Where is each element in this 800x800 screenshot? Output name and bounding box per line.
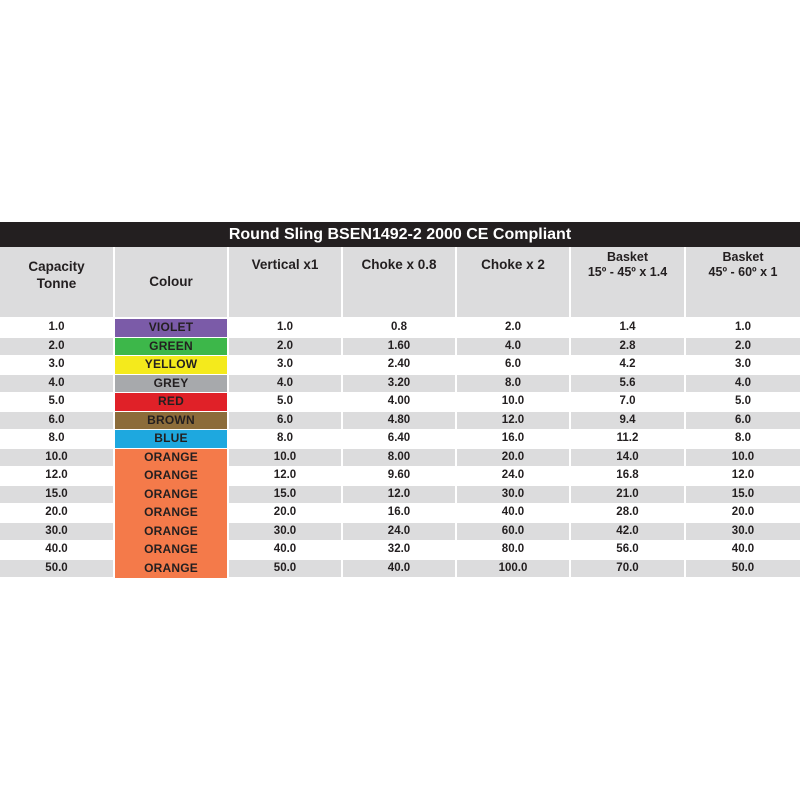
table-row: [0, 448, 800, 467]
cell-vertical: 8.0: [228, 430, 342, 449]
cell-choke2: 40.0: [456, 504, 570, 523]
cell-vertical: 5.0: [228, 393, 342, 412]
header-choke-2: Choke x 2: [456, 247, 570, 318]
cell-choke2: 24.0: [456, 467, 570, 486]
sling-chart: [0, 222, 800, 578]
cell-vertical: 15.0: [228, 485, 342, 504]
cell-basket1: 1.4: [570, 318, 685, 337]
cell-colour: YELLOW: [114, 356, 228, 375]
cell-vertical: 40.0: [228, 541, 342, 560]
cell-colour: ORANGE: [114, 522, 228, 541]
header-capacity: [0, 247, 114, 318]
table-row: [0, 393, 800, 412]
table-body: [0, 318, 800, 578]
cell-basket2: 6.0: [685, 411, 800, 430]
cell-vertical: 4.0: [228, 374, 342, 393]
table-row: [0, 318, 800, 337]
cell-capacity: 2.0: [0, 337, 114, 356]
header-basket2-line2: 45º - 60º x 1: [708, 265, 778, 279]
cell-basket2: 12.0: [685, 467, 800, 486]
header-colour: Colour: [114, 247, 228, 318]
cell-basket1: 2.8: [570, 337, 685, 356]
cell-choke2: 6.0: [456, 356, 570, 375]
table-row: [0, 504, 800, 523]
header-row: [0, 247, 800, 318]
cell-choke2: 20.0: [456, 448, 570, 467]
cell-basket2: 10.0: [685, 448, 800, 467]
cell-choke2: 60.0: [456, 522, 570, 541]
cell-basket2: 40.0: [685, 541, 800, 560]
cell-choke08: 12.0: [342, 485, 456, 504]
table-row: [0, 374, 800, 393]
cell-capacity: 6.0: [0, 411, 114, 430]
cell-choke08: 3.20: [342, 374, 456, 393]
cell-basket1: 5.6: [570, 374, 685, 393]
cell-colour: ORANGE: [114, 485, 228, 504]
cell-choke08: 6.40: [342, 430, 456, 449]
cell-colour: RED: [114, 393, 228, 412]
table-row: [0, 467, 800, 486]
cell-vertical: 3.0: [228, 356, 342, 375]
table-title: Round Sling BSEN1492-2 2000 CE Compliant: [0, 222, 800, 247]
cell-choke2: 12.0: [456, 411, 570, 430]
table-row: [0, 541, 800, 560]
cell-basket2: 1.0: [685, 318, 800, 337]
cell-colour: BROWN: [114, 411, 228, 430]
header-basket1-line2: 15º - 45º x 1.4: [587, 265, 668, 279]
cell-basket1: 14.0: [570, 448, 685, 467]
cell-basket1: 70.0: [570, 559, 685, 578]
cell-vertical: 30.0: [228, 522, 342, 541]
cell-basket1: 21.0: [570, 485, 685, 504]
cell-colour: GREY: [114, 374, 228, 393]
cell-choke08: 4.00: [342, 393, 456, 412]
sling-capacity-table: [0, 247, 800, 578]
cell-choke2: 8.0: [456, 374, 570, 393]
cell-capacity: 5.0: [0, 393, 114, 412]
cell-capacity: 4.0: [0, 374, 114, 393]
cell-choke2: 2.0: [456, 318, 570, 337]
cell-choke08: 2.40: [342, 356, 456, 375]
cell-choke2: 30.0: [456, 485, 570, 504]
cell-choke08: 16.0: [342, 504, 456, 523]
cell-basket1: 7.0: [570, 393, 685, 412]
cell-capacity: 15.0: [0, 485, 114, 504]
cell-basket2: 50.0: [685, 559, 800, 578]
cell-basket2: 3.0: [685, 356, 800, 375]
cell-choke2: 4.0: [456, 337, 570, 356]
cell-basket2: 5.0: [685, 393, 800, 412]
table-row: [0, 411, 800, 430]
cell-basket2: 15.0: [685, 485, 800, 504]
cell-basket1: 9.4: [570, 411, 685, 430]
cell-basket1: 56.0: [570, 541, 685, 560]
header-capacity-line2: Tonne: [36, 276, 77, 291]
cell-vertical: 2.0: [228, 337, 342, 356]
header-basket-15-45: [570, 247, 685, 318]
cell-vertical: 50.0: [228, 559, 342, 578]
table-row: [0, 559, 800, 578]
cell-choke2: 16.0: [456, 430, 570, 449]
cell-capacity: 8.0: [0, 430, 114, 449]
cell-capacity: 40.0: [0, 541, 114, 560]
cell-basket2: 8.0: [685, 430, 800, 449]
cell-colour: ORANGE: [114, 559, 228, 578]
cell-basket1: 42.0: [570, 522, 685, 541]
cell-choke2: 10.0: [456, 393, 570, 412]
cell-vertical: 6.0: [228, 411, 342, 430]
cell-basket2: 4.0: [685, 374, 800, 393]
cell-colour: GREEN: [114, 337, 228, 356]
cell-basket2: 2.0: [685, 337, 800, 356]
header-basket1-line1: Basket: [607, 250, 648, 264]
table-row: [0, 485, 800, 504]
cell-basket1: 28.0: [570, 504, 685, 523]
cell-choke08: 8.00: [342, 448, 456, 467]
cell-capacity: 3.0: [0, 356, 114, 375]
cell-choke08: 24.0: [342, 522, 456, 541]
cell-colour: BLUE: [114, 430, 228, 449]
cell-choke2: 100.0: [456, 559, 570, 578]
cell-basket2: 20.0: [685, 504, 800, 523]
header-capacity-line1: Capacity: [28, 259, 85, 274]
cell-choke08: 1.60: [342, 337, 456, 356]
table-row: [0, 522, 800, 541]
cell-capacity: 10.0: [0, 448, 114, 467]
cell-capacity: 12.0: [0, 467, 114, 486]
cell-vertical: 20.0: [228, 504, 342, 523]
cell-choke2: 80.0: [456, 541, 570, 560]
table-row: [0, 337, 800, 356]
cell-colour: ORANGE: [114, 467, 228, 486]
cell-basket1: 4.2: [570, 356, 685, 375]
cell-capacity: 20.0: [0, 504, 114, 523]
cell-colour: VIOLET: [114, 318, 228, 337]
cell-colour: ORANGE: [114, 541, 228, 560]
cell-vertical: 12.0: [228, 467, 342, 486]
header-choke-08: Choke x 0.8: [342, 247, 456, 318]
header-basket-45-60: [685, 247, 800, 318]
cell-basket1: 11.2: [570, 430, 685, 449]
cell-vertical: 1.0: [228, 318, 342, 337]
table-row: [0, 430, 800, 449]
cell-choke08: 32.0: [342, 541, 456, 560]
cell-choke08: 4.80: [342, 411, 456, 430]
cell-choke08: 9.60: [342, 467, 456, 486]
header-basket2-line1: Basket: [722, 250, 764, 264]
cell-basket2: 30.0: [685, 522, 800, 541]
cell-vertical: 10.0: [228, 448, 342, 467]
table-row: [0, 356, 800, 375]
cell-basket1: 16.8: [570, 467, 685, 486]
header-vertical: Vertical x1: [228, 247, 342, 318]
cell-capacity: 50.0: [0, 559, 114, 578]
cell-capacity: 30.0: [0, 522, 114, 541]
cell-capacity: 1.0: [0, 318, 114, 337]
cell-colour: ORANGE: [114, 504, 228, 523]
cell-colour: ORANGE: [114, 448, 228, 467]
cell-choke08: 0.8: [342, 318, 456, 337]
cell-choke08: 40.0: [342, 559, 456, 578]
